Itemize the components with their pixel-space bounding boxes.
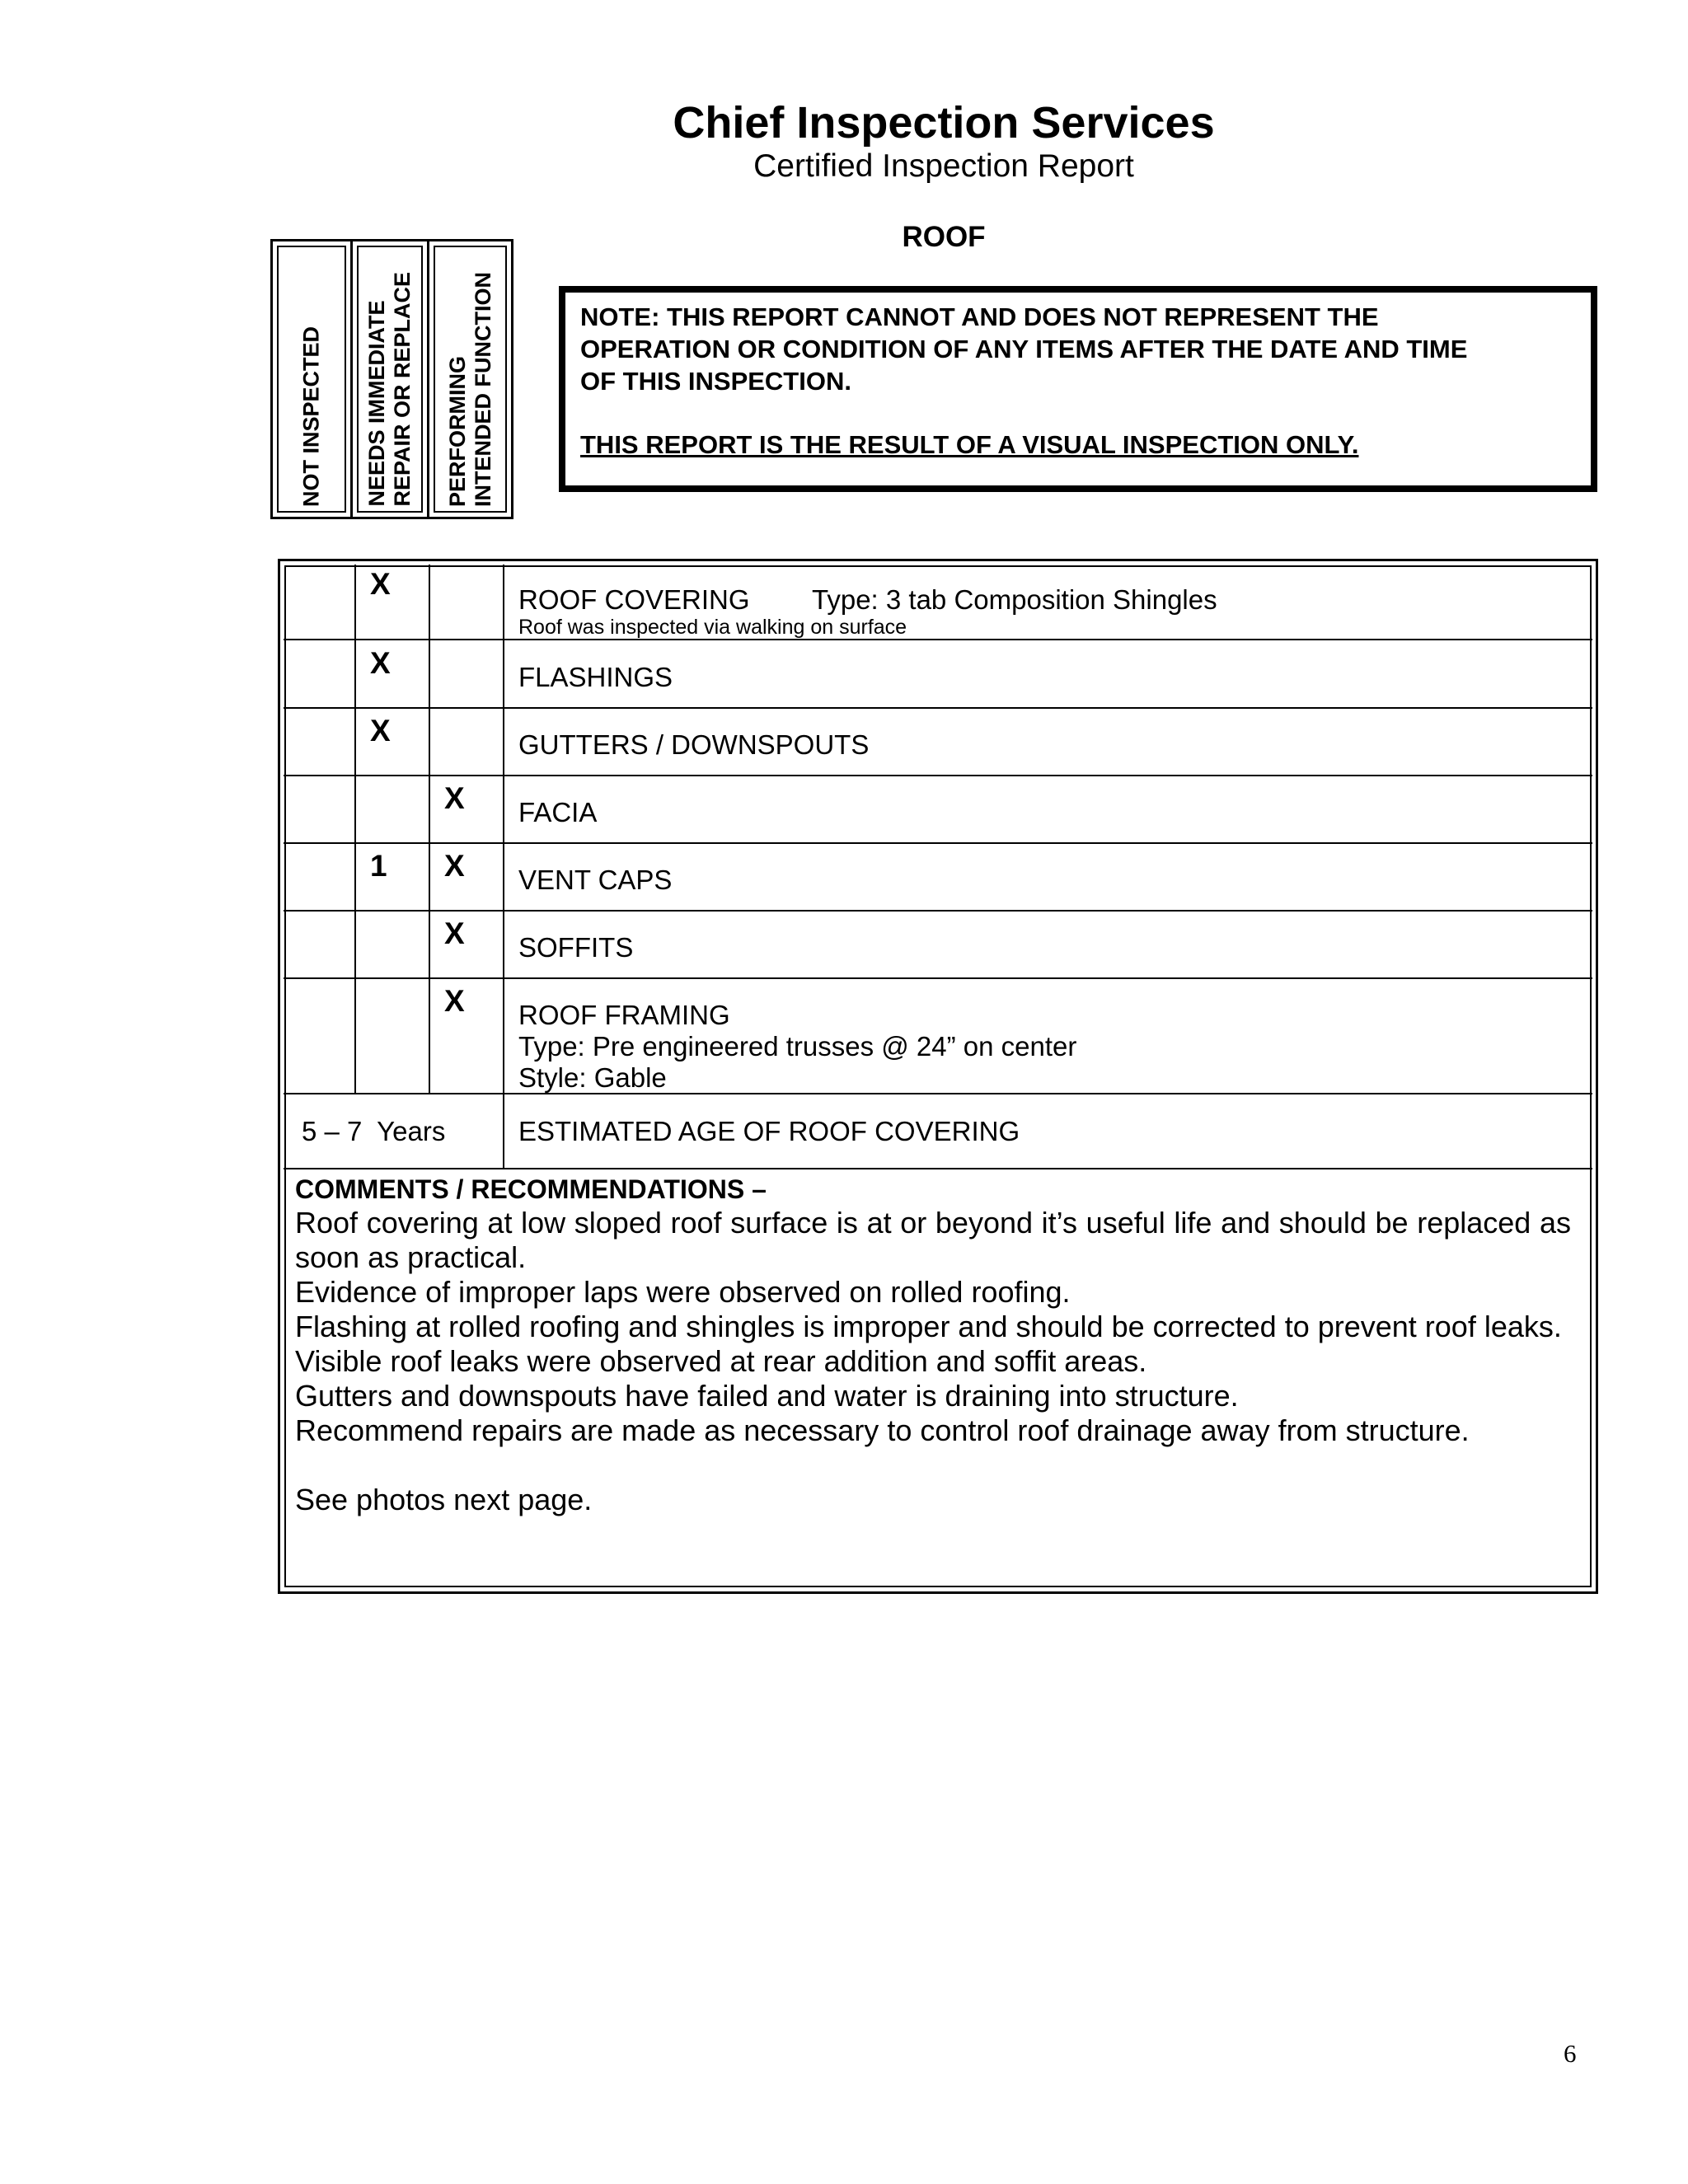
note-line-1: NOTE: THIS REPORT CANNOT AND DOES NOT REPRESENT THE bbox=[580, 302, 1379, 331]
comment-paragraph: Gutters and downspouts have failed and water is draining into structure. bbox=[295, 1379, 1239, 1413]
note-box bbox=[559, 286, 1597, 492]
row-roof-framing-style: Style: Gable bbox=[518, 1062, 667, 1093]
comments-heading: COMMENTS / RECOMMENDATIONS – bbox=[295, 1174, 767, 1204]
row-roof-covering-item: ROOF COVERING bbox=[518, 584, 750, 615]
legend-performing bbox=[427, 239, 513, 519]
roof-age-label: ESTIMATED AGE OF ROOF COVERING bbox=[518, 1116, 1020, 1146]
comment-paragraph: Flashing at rolled roofing and shingles is improper and should be corrected to prevent roof leaks. bbox=[295, 1310, 1562, 1343]
row-soffits-performing-mark: X bbox=[444, 916, 465, 950]
report-subtitle: Certified Inspection Report bbox=[753, 148, 1134, 184]
row-facia-performing-mark: X bbox=[444, 781, 465, 815]
row-flashings-item: FLASHINGS bbox=[518, 662, 673, 692]
company-title: Chief Inspection Services bbox=[673, 98, 1215, 148]
comment-closing: See photos next page. bbox=[295, 1483, 593, 1516]
legend-not-inspected-label: NOT INSPECTED bbox=[298, 326, 324, 507]
legend-needs-repair-label: NEEDS IMMEDIATE REPAIR OR REPLACE bbox=[364, 272, 415, 507]
row-roof-framing-performing-mark: X bbox=[444, 984, 465, 1018]
legend-not-inspected bbox=[270, 239, 353, 519]
note-visual-only: THIS REPORT IS THE RESULT OF A VISUAL INSPECTION ONLY. bbox=[580, 430, 1359, 459]
row-vent-caps-needs-repair-mark: 1 bbox=[370, 849, 387, 883]
row-gutters-item: GUTTERS / DOWNSPOUTS bbox=[518, 729, 870, 760]
row-roof-covering-detail: Roof was inspected via walking on surface bbox=[518, 616, 907, 639]
roof-age-value: 5 – 7 Years bbox=[302, 1116, 446, 1146]
row-vent-caps-item: VENT CAPS bbox=[518, 865, 673, 895]
comment-paragraph: Recommend repairs are made as necessary to control roof drainage away from structure. bbox=[295, 1413, 1470, 1447]
row-soffits-item: SOFFITS bbox=[518, 932, 634, 963]
row-roof-framing-type: Type: Pre engineered trusses @ 24” on center bbox=[518, 1031, 1077, 1062]
comment-paragraph: Evidence of improper laps were observed on rolled roofing. bbox=[295, 1275, 1071, 1309]
comments-body bbox=[295, 1206, 1571, 1517]
row-roof-covering-type: Type: 3 tab Composition Shingles bbox=[812, 584, 1217, 615]
row-roof-covering-needs-repair-mark: X bbox=[370, 567, 391, 601]
row-facia-item: FACIA bbox=[518, 797, 598, 827]
row-gutters-needs-repair-mark: X bbox=[370, 714, 391, 748]
page-number: 6 bbox=[1564, 2039, 1577, 2068]
legend-performing-label: PERFORMING INTENDED FUNCTION bbox=[444, 272, 495, 507]
comment-paragraph: Roof covering at low sloped roof surface is at or beyond it’s useful life and should be replaced as soon as practical. bbox=[295, 1206, 1571, 1274]
row-roof-framing-item: ROOF FRAMING bbox=[518, 1000, 730, 1030]
comment-paragraph: Visible roof leaks were observed at rear addition and soffit areas. bbox=[295, 1344, 1147, 1378]
row-vent-caps-performing-mark: X bbox=[444, 849, 465, 883]
note-line-2: OPERATION OR CONDITION OF ANY ITEMS AFTER THE DATE AND TIME bbox=[580, 335, 1468, 363]
legend-needs-repair bbox=[350, 239, 429, 519]
section-title: ROOF bbox=[902, 221, 986, 253]
note-line-3: OF THIS INSPECTION. bbox=[580, 367, 851, 396]
row-flashings-needs-repair-mark: X bbox=[370, 646, 391, 680]
